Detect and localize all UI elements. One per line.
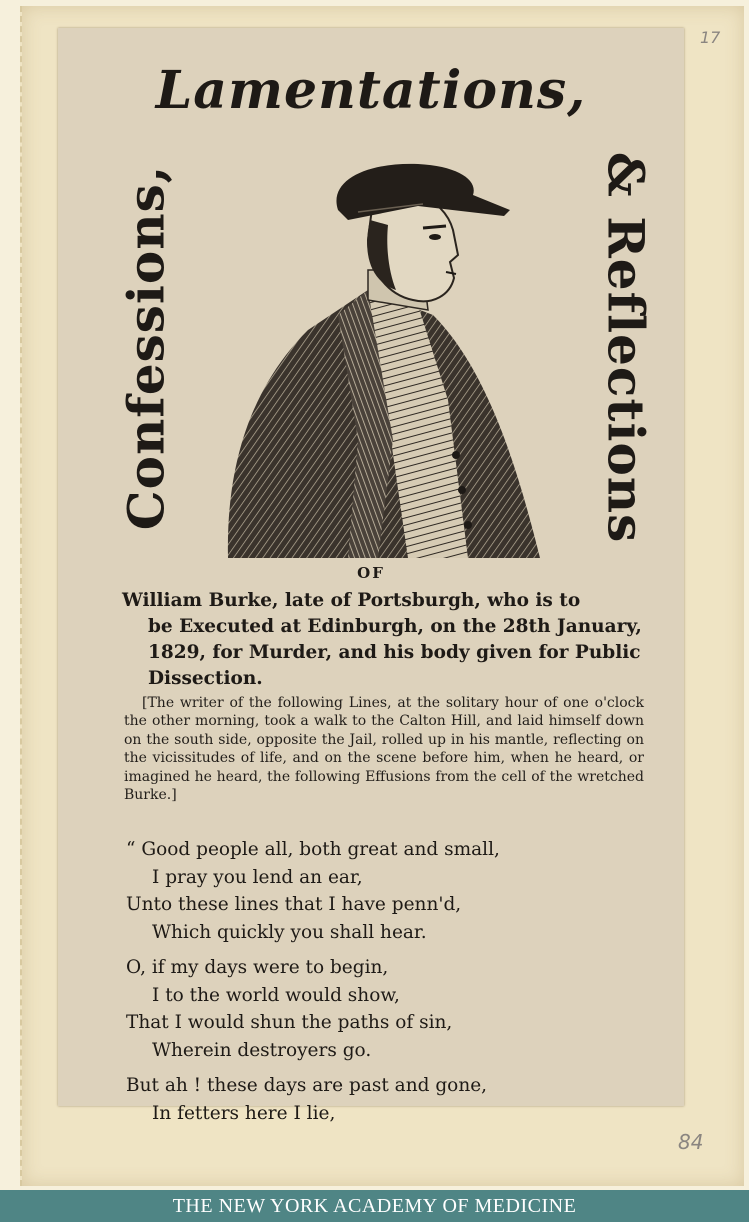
side-heading-right: & Reflections: [596, 151, 656, 544]
verse-line: Unto these lines that I have penn'd,: [126, 894, 462, 915]
page-number: 84: [678, 1130, 704, 1154]
verse-line: O, if my days were to begin,: [126, 957, 389, 978]
preface-note: [The writer of the following Lines, at the solitary hour of one o'clock the other morning, took a walk to the Calton Hill, and laid himself down on the south side, opposite the Jail, rolled up in his mantle, reflecting on the vicissitudes of life, and on the scene before him, when he heard, or imagined he heard, the following Effusions from the cell of the wretched Burke.]: [124, 695, 644, 804]
intro-line-1: William Burke, late of Portsburgh, who is to: [122, 590, 581, 611]
verse-line: Which quickly you shall hear.: [152, 921, 427, 943]
verse-line: Wherein destroyers go.: [152, 1039, 372, 1061]
intro-line-4: Dissection.: [148, 668, 263, 689]
verse-line: But ah ! these days are past and gone,: [126, 1075, 488, 1096]
corner-pencil-mark: 17: [700, 28, 721, 47]
broadside-title: Lamentations,: [155, 60, 587, 121]
intro-line-3: 1829, for Murder, and his body given for Public: [148, 642, 641, 663]
verse-line: I to the world would show,: [152, 984, 400, 1006]
of-label: OF: [357, 564, 385, 582]
broadside-sheet: [58, 28, 684, 1124]
footer-banner: THE NEW YORK ACADEMY OF MEDICINE: [0, 1190, 749, 1222]
verse-line: I pray you lend an ear,: [152, 866, 363, 888]
verse-block: [126, 836, 646, 1127]
verse-line: That I would shun the paths of sin,: [126, 1012, 453, 1033]
verse-line: In fetters here I lie,: [152, 1102, 336, 1124]
woodcut-portrait: [218, 140, 548, 560]
intro-line-2: be Executed at Edinburgh, on the 28th January,: [148, 616, 642, 637]
intro-paragraph: [122, 588, 646, 692]
verse-line: “ Good people all, both great and small,: [126, 839, 500, 860]
side-heading-left: Confessions,: [116, 164, 176, 531]
